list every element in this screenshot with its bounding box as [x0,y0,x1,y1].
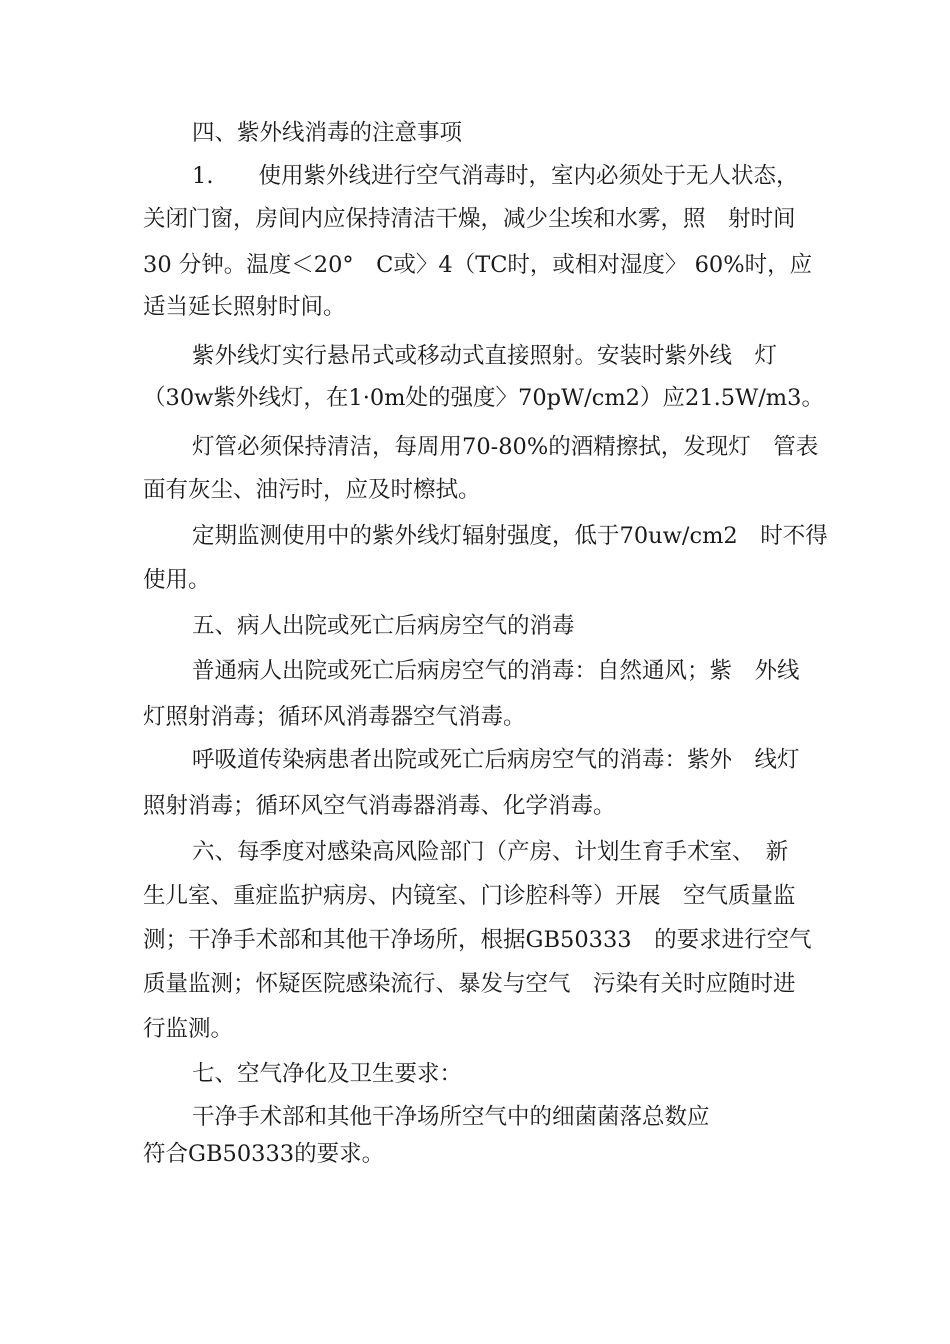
paragraph-line: 照射消毒；循环风空气消毒器消毒、化学消毒。 [143,793,616,819]
paragraph-line: 1. 使用紫外线进行空气消毒时，室内必须处于无人状态， [192,163,799,189]
paragraph-line: 灯照射消毒；循环风消毒器空气消毒。 [143,704,526,730]
paragraph-line: 生儿室、重症监护病房、内镜室、门诊腔科等）开展 空气质量监 [143,883,796,909]
section-heading-6: 六、每季度对感染高风险部门（产房、计划生育手术室、 新 [192,839,789,865]
paragraph-line: 30 分钟。温度＜20° C或〉4（TC时，或相对湿度〉 60%时，应 [143,252,813,278]
paragraph-line: 紫外线灯实行悬吊式或移动式直接照射。安装时紫外线 灯 [192,343,778,369]
paragraph-line: 使用。 [143,567,211,593]
paragraph-line: 普通病人出院或死亡后病房空气的消毒：自然通风；紫 外线 [192,658,800,684]
paragraph-line: 质量监测；怀疑医院感染流行、暴发与空气 污染有关时应随时进 [143,971,796,997]
section-heading-5: 五、病人出院或死亡后病房空气的消毒 [192,613,575,639]
paragraph-line: 面有灰尘、油污时，应及时檫拭。 [143,477,481,503]
paragraph-line: 适当延长照射时间。 [143,294,346,320]
paragraph-line: 定期监测使用中的紫外线灯辐射强度，低于70uw/cm2 时不得 [192,523,828,549]
paragraph-line: 关闭门窗，房间内应保持清洁干燥，减少尘埃和水雾，照 射时间 [143,206,796,232]
paragraph-line: 呼吸道传染病患者出院或死亡后病房空气的消毒：紫外 线灯 [192,747,800,773]
paragraph-line: 灯管必须保持清洁，每周用70-80%的酒精擦拭，发现灯 管表 [192,434,819,460]
paragraph-line: 测；干净手术部和其他干净场所，根据GB50333 的要求进行空气 [143,927,812,953]
section-heading-4: 四、紫外线消毒的注意事项 [192,120,463,146]
paragraph-line: 符合GB50333的要求。 [143,1141,385,1167]
paragraph-line: （30w紫外线灯，在1·0m处的强度〉70pW/cm2）应21.5W/m3。 [143,385,824,411]
section-heading-7: 七、空气净化及卫生要求： [192,1061,463,1087]
paragraph-line: 行监测。 [143,1016,234,1042]
paragraph-line: 干净手术部和其他干净场所空气中的细菌菌落总数应 [192,1104,710,1130]
